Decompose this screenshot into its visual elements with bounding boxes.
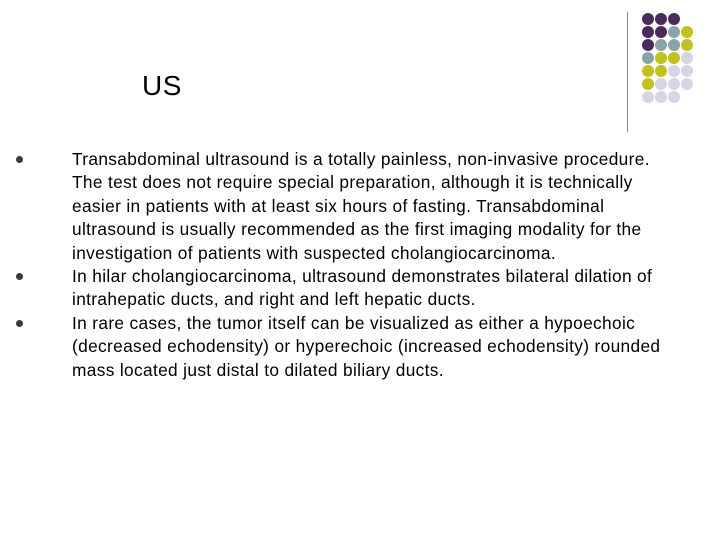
bullet-dot-icon xyxy=(16,156,23,163)
decorative-dot xyxy=(655,91,667,103)
decorative-dot xyxy=(642,78,654,90)
bullet-list xyxy=(0,148,700,382)
decorative-dot xyxy=(642,65,654,77)
decorative-dot xyxy=(668,26,680,38)
bullet-item xyxy=(0,312,700,382)
decorative-dot xyxy=(668,13,680,25)
decorative-dot xyxy=(655,65,667,77)
decorative-dot xyxy=(681,52,693,64)
decorative-dot xyxy=(668,91,680,103)
bullet-text: In hilar cholangiocarcinoma, ultrasound demonstrates bilateral dilation of intrahepatic ducts, and right and left hepatic ducts. xyxy=(72,266,653,310)
decorative-dot xyxy=(642,52,654,64)
decorative-dot xyxy=(681,26,693,38)
decorative-dot xyxy=(681,65,693,77)
decorative-dot xyxy=(668,52,680,64)
decorative-dot xyxy=(655,26,667,38)
bullet-dot-icon xyxy=(16,320,23,327)
decorative-dot xyxy=(668,65,680,77)
decorative-dot xyxy=(668,78,680,90)
decorative-dot xyxy=(642,91,654,103)
bullet-item xyxy=(0,265,700,312)
dot-grid-graphic xyxy=(641,12,720,122)
decorative-dot xyxy=(642,13,654,25)
decorative-dot xyxy=(655,78,667,90)
bullet-text: In rare cases, the tumor itself can be visualized as either a hypoechoic (decreased echodensity) or hyperechoic (increased echodensity) rounded mass located just distal to dilated biliary ducts. xyxy=(72,312,661,380)
title-divider-line xyxy=(627,12,628,132)
decorative-dot xyxy=(681,39,693,51)
bullet-text: Transabdominal ultrasound is a totally painless, non-invasive procedure. The test does not require special preparation, although it is technically easier in patients with at least six hours of fasting. Transabdominal ultrasound is usually recommended as the first imaging modality for the investigation of patients with suspected cholangiocarcinoma. xyxy=(72,149,650,263)
decorative-dot xyxy=(655,39,667,51)
decorative-dot xyxy=(681,78,693,90)
slide-title: US xyxy=(142,70,182,101)
bullet-dot-icon xyxy=(16,273,23,280)
decorative-dot xyxy=(642,39,654,51)
decorative-dot xyxy=(655,13,667,25)
decorative-dot xyxy=(668,39,680,51)
decorative-dot xyxy=(642,26,654,38)
bullet-item xyxy=(0,148,700,265)
decorative-dot-grid xyxy=(641,12,720,122)
decorative-dot xyxy=(655,52,667,64)
